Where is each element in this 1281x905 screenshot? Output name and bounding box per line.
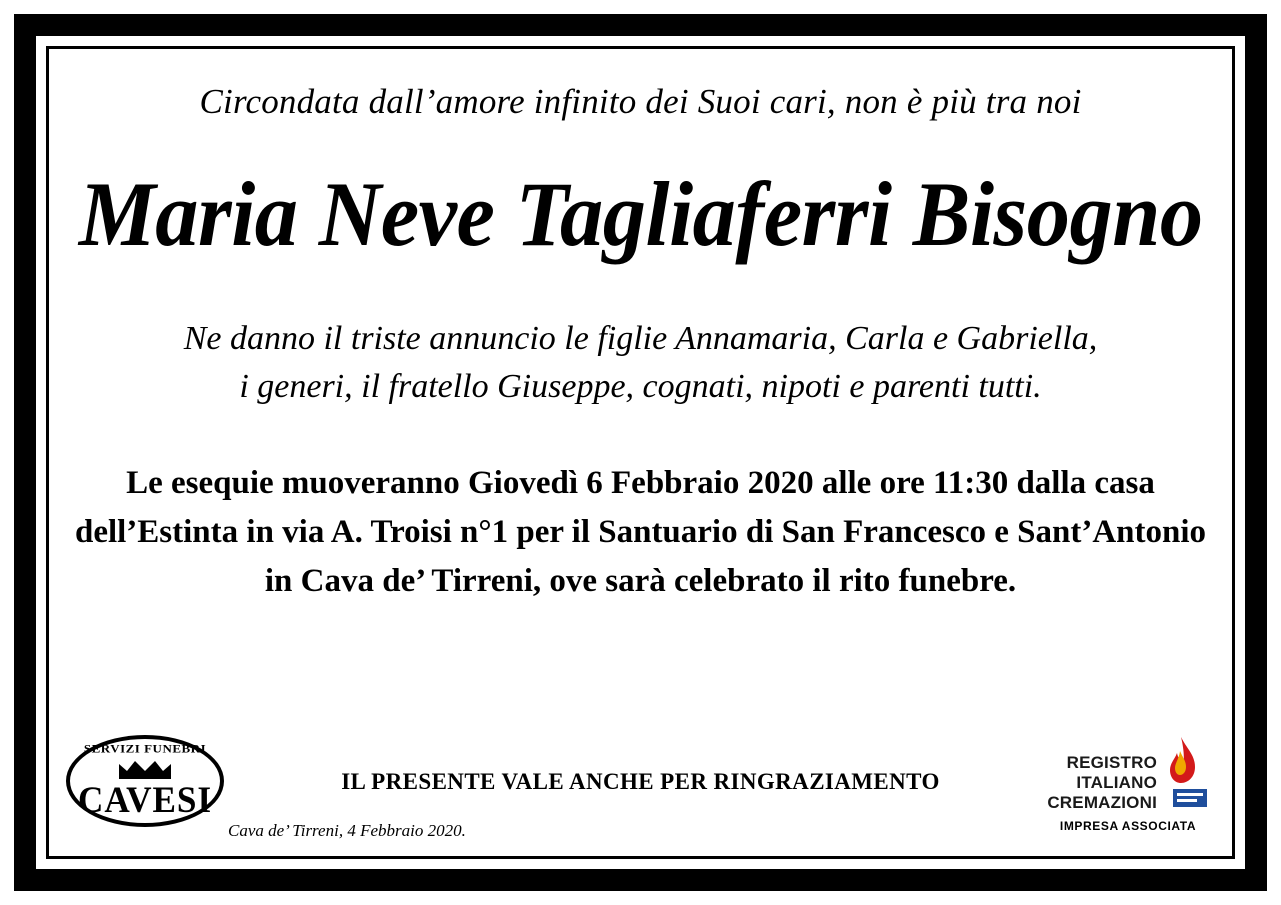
ric-associate-label: IMPRESA ASSOCIATA xyxy=(1059,819,1197,833)
deceased-name: Maria Neve Tagliaferri Bisogno xyxy=(78,163,1203,265)
flame-icon xyxy=(1151,735,1215,817)
funeral-details-line-2: dell’Estinta in via A. Troisi n°1 per il Santuario di San Francesco e Sant’Antonio xyxy=(74,513,1207,550)
ric-line-1: REGISTRO xyxy=(1066,753,1157,772)
logo-brand-name: CAVESI xyxy=(77,780,212,821)
ric-line-2: ITALIANO xyxy=(1076,773,1157,793)
intro-text: Circondata dall’amore infinito dei Suoi cari, non è più tra noi xyxy=(199,82,1082,121)
poster-content xyxy=(52,52,1229,853)
thanks-note: IL PRESENTE VALE ANCHE PER RINGRAZIAMENTO xyxy=(341,769,940,794)
ric-wordmark xyxy=(1033,753,1157,813)
announcement-block xyxy=(184,315,1098,412)
registro-italiano-cremazioni-logo xyxy=(1033,735,1223,835)
announcement-line-1: Ne danno il triste annuncio le figlie Annamaria, Carla e Gabriella, xyxy=(183,319,1098,357)
place-and-date: Cava de’ Tirreni, 4 Febbraio 2020. xyxy=(228,821,466,840)
announcement-line-2: i generi, il fratello Giuseppe, cognati, nipoti e parenti tutti. xyxy=(239,367,1042,405)
funeral-details-line-1: Le esequie muoveranno Giovedì 6 Febbraio 2020 alle ore 11:30 dalla casa xyxy=(126,465,1155,502)
ric-line-3: CREMAZIONI xyxy=(1047,793,1157,813)
funeral-details-block xyxy=(75,459,1206,605)
funeral-details-line-3: in Cava de’ Tirreni, ove sarà celebrato il rito funebre. xyxy=(264,562,1017,599)
logo-arc-label: SERVIZI FUNEBRI xyxy=(83,741,207,756)
cavesi-logo xyxy=(66,735,224,827)
